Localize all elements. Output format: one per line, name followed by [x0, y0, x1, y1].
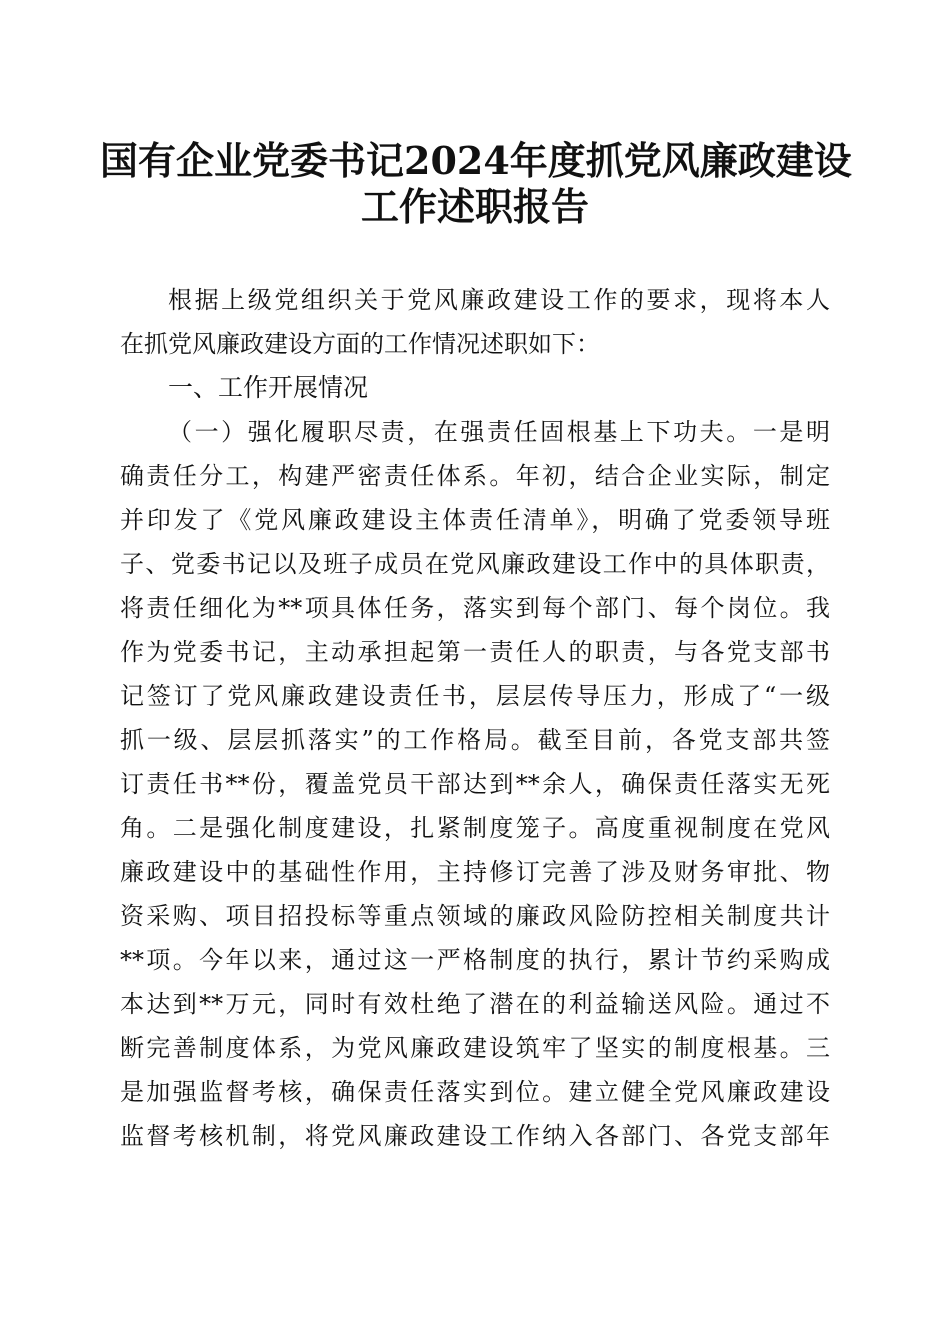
body-line: 作为党委书记，主动承担起第一责任人的职责，与各党支部书 [120, 638, 830, 666]
body-line: 将责任细化为**项具体任务，落实到每个部门、每个岗位。我 [120, 594, 830, 622]
body-line: 记签订了党风廉政建设责任书，层层传导压力，形成了“一级 [120, 682, 830, 710]
body-line: 角。二是强化制度建设，扎紧制度笼子。高度重视制度在党风 [120, 814, 830, 842]
body-line: 并印发了《党风廉政建设主体责任清单》，明确了党委领导班 [120, 506, 830, 534]
body-line: 本达到**万元，同时有效杜绝了潜在的利益输送风险。通过不 [120, 990, 830, 1018]
body-line: 监督考核机制，将党风廉政建设工作纳入各部门、各党支部年 [120, 1122, 830, 1150]
body-line: （一）强化履职尽责，在强责任固根基上下功夫。一是明 [168, 418, 830, 446]
body-line: 廉政建设中的基础性作用，主持修订完善了涉及财务审批、物 [120, 858, 830, 886]
body-line: 子、党委书记以及班子成员在党风廉政建设工作中的具体职责， [120, 550, 830, 578]
body-line: 订责任书**份，覆盖党员干部达到**余人，确保责任落实无死 [120, 770, 830, 798]
document-title-line-2: 工作述职报告 [360, 184, 589, 229]
intro-line: 根据上级党组织关于党风廉政建设工作的要求，现将本人 [168, 286, 830, 314]
body-line: 断完善制度体系，为党风廉政建设筑牢了坚实的制度根基。三 [120, 1034, 830, 1062]
body-line: 是加强监督考核，确保责任落实到位。建立健全党风廉政建设 [120, 1078, 830, 1106]
document-title-line-1: 国有企业党委书记2024年度抓党风廉政建设 [100, 138, 852, 183]
body-line: 确责任分工，构建严密责任体系。年初，结合企业实际，制定 [120, 462, 830, 490]
body-line: 资采购、项目招投标等重点领域的廉政风险防控相关制度共计 [120, 902, 830, 930]
body-line: **项。今年以来，通过这一严格制度的执行，累计节约采购成 [120, 946, 830, 974]
intro-line: 在抓党风廉政建设方面的工作情况述职如下： [120, 330, 600, 358]
body-line: 抓一级、层层抓落实”的工作格局。截至目前，各党支部共签 [120, 726, 830, 754]
section-heading: 一、工作开展情况 [168, 373, 369, 402]
